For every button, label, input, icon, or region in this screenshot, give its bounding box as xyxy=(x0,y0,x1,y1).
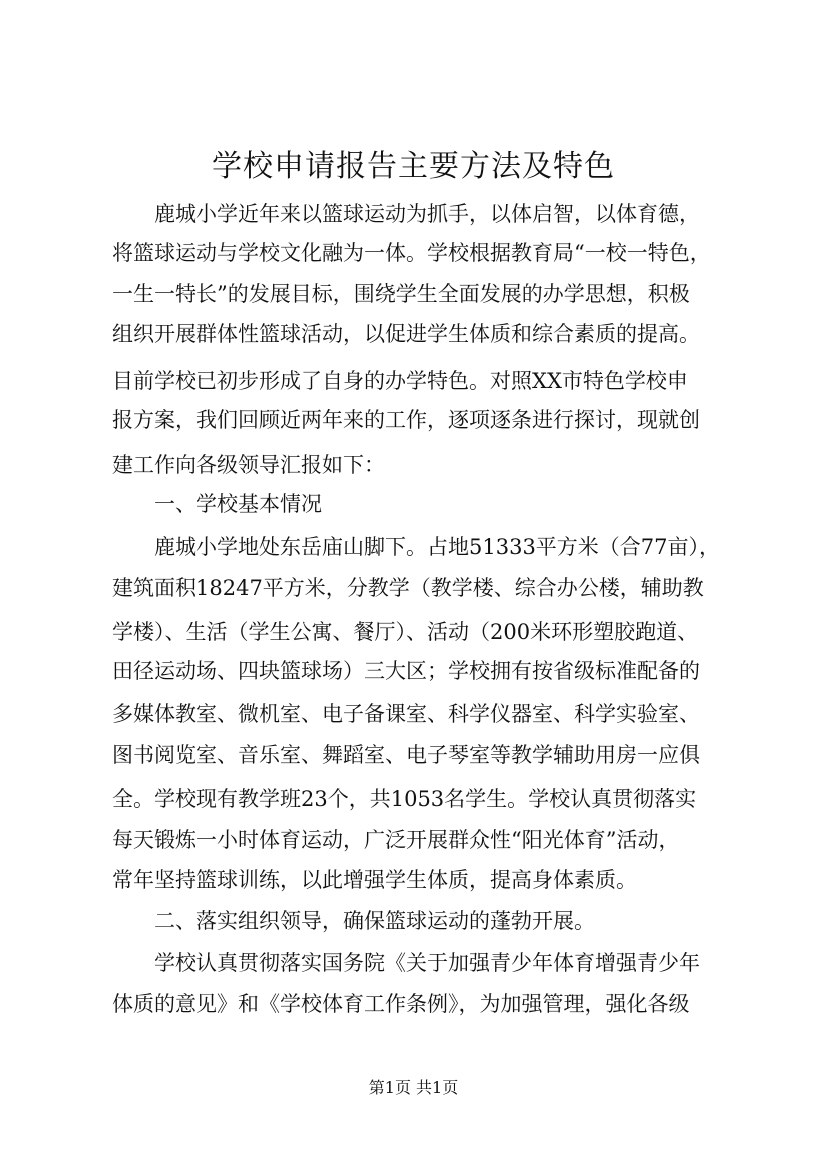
paragraph-line: 报方案，我们回顾近两年来的工作，逐项逐条进行探讨，现就创 xyxy=(112,408,700,432)
paragraph-line: 鹿城小学近年来以篮球运动为抓手，以体启智，以体育德， xyxy=(154,202,700,226)
paragraph-line: 学校认真贯彻落实国务院《关于加强青少年体育增强青少年 xyxy=(154,951,700,975)
paragraph-line: 建筑面积18247平方米，分教学（教学楼、综合办公楼，辅助教 xyxy=(112,576,704,600)
paragraph-line: 多媒体教室、微机室、电子备课室、科学仪器室、科学实验室、 xyxy=(112,702,700,726)
section-heading: 一、学校基本情况 xyxy=(154,492,322,516)
section-heading: 二、落实组织领导，确保篮球运动的蓬勃开展。 xyxy=(154,909,595,933)
paragraph-line: 一生一特长”的发展目标，围绕学生全面发展的办学思想，积极 xyxy=(112,282,690,306)
paragraph-line: 将篮球运动与学校文化融为一体。学校根据教育局“一校一特色， xyxy=(112,241,711,265)
paragraph-line: 常年坚持篮球训练，以此增强学生体质，提高身体素质。 xyxy=(112,868,637,892)
document-title: 学校申请报告主要方法及特色 xyxy=(212,149,615,184)
paragraph-line: 鹿城小学地处东岳庙山脚下。占地51333平方米（合77亩）， xyxy=(154,535,721,559)
paragraph-line: 图书阅览室、音乐室、舞蹈室、电子琴室等教学辅助用房一应俱 xyxy=(112,743,700,767)
paragraph-line: 全。学校现有教学班23个，共1053名学生。学校认真贯彻落实 xyxy=(112,787,697,811)
paragraph-line: 目前学校已初步形成了自身的办学特色。对照XX市特色学校申 xyxy=(112,369,688,393)
page-footer: 第1页 共1页 xyxy=(368,1078,459,1097)
paragraph-line: 学楼）、生活（学生公寓、餐厅）、活动（200米环形塑胶跑道、 xyxy=(112,620,699,644)
paragraph-line: 体质的意见》和《学校体育工作条例》，为加强管理，强化各级 xyxy=(112,992,690,1016)
paragraph-line: 田径运动场、四块篮球场）三大区；学校拥有按省级标准配备的 xyxy=(112,659,700,683)
paragraph-line: 每天锻炼一小时体育运动，广泛开展群众性“阳光体育”活动， xyxy=(112,828,680,852)
paragraph-line: 组织开展群体性篮球活动，以促进学生体质和综合素质的提高。 xyxy=(112,322,700,346)
paragraph-line: 建工作向各级领导汇报如下： xyxy=(112,453,385,477)
